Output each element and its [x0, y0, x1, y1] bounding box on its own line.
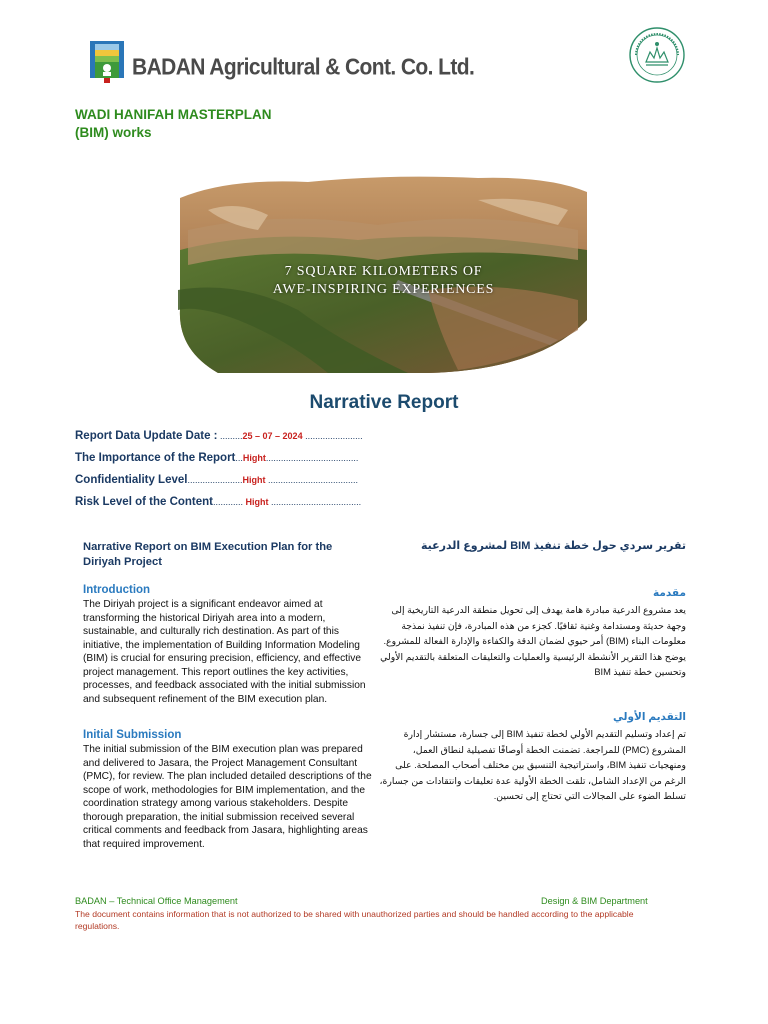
arabic-initial-submission-body: تم إعداد وتسليم التقديم الأولي لخطة تنفيذ BIM إلى جسارة، مستشار إدارة المشروع (PMC) للمراجعة. تضمنت الخطة أوصافًا تفصيلية لنطاق العمل، ومنهجيات تنفيذ BIM، واستراتيجية التنسيق بين مختلف أصحاب المصلحة. على الرغم من الإعداد الشامل، تلقت الخطة الأولية عدة تعليقات وانتقادات من جسارة، تسلط الضوء على المجالات التي تحتاج إلى تحسين.: [379, 729, 686, 801]
meta-dots: ....................................: [268, 497, 362, 507]
project-title: WADI HANIFAH MASTERPLAN: [75, 107, 272, 122]
company-logo: [90, 41, 124, 83]
meta-row-risk-level: [75, 496, 361, 508]
meta-value: Hight: [245, 497, 269, 507]
introduction-heading: Introduction: [83, 584, 151, 596]
hero-caption-line-2: AWE-INSPIRING EXPERIENCES: [272, 282, 495, 297]
confidentiality-note: The document contains information that is not authorized to be shared with unauthorized parties and should be handled according to the applicable regulations.: [75, 909, 634, 931]
arabic-introduction-heading: مقدمة: [653, 587, 686, 599]
meta-label: Confidentiality Level: [75, 474, 188, 486]
arabic-section-heading: تقرير سردي حول خطة تنفيذ BIM لمشروع الدرعية: [420, 540, 686, 552]
meta-row-update-date: [75, 430, 363, 442]
meta-dots: .......................: [302, 431, 363, 441]
arabic-initial-submission-heading: التقديم الأولي: [612, 711, 686, 723]
meta-dots: ....................................: [265, 475, 359, 485]
meta-label: The Importance of the Report: [75, 452, 236, 464]
meta-dots: ...: [235, 453, 243, 463]
meta-value: Hight: [242, 475, 266, 485]
arabic-introduction-body: يعد مشروع الدرعية مبادرة هامة يهدف إلى تحويل منطقة الدرعية التاريخية إلى وجهة حديثة ومستدامة وغنية ثقافيًا. كجزء من هذه المبادرة، فإن تنفيذ نمذجة معلومات البناء (BIM) أمر حيوي لضمان الدقة والكفاءة والإدارة الفعالة للمشروع. يوضح هذا التقرير الأنشطة الرئيسية والعمليات والتعليقات المتعلقة بالتقديم الأولي وتحسين خطة تنفيذ BIM: [380, 605, 686, 677]
meta-dots: ......................: [187, 475, 243, 485]
english-section-heading: Narrative Report on BIM Execution Plan for the Diriyah Project: [83, 541, 333, 568]
project-subtitle: (BIM) works: [75, 125, 152, 140]
meta-dots: ............: [213, 497, 246, 507]
meta-dots: .........: [217, 431, 243, 441]
meta-label: Risk Level of the Content: [75, 496, 214, 508]
initial-submission-body: The initial submission of the BIM execution plan was prepared and delivered to Jasara, the Project Management Consultant (PMC), for review. The plan included detailed descriptions of the scope of work, methodologies for BIM implementation, and the coordination strategy among various stakeholders. Despite thorough preparation, the initial submission received several critical comments and feedback from Jasara, highlighting areas that required improvement.: [83, 744, 372, 850]
company-name: BADAN Agricultural & Cont. Co. Ltd.: [132, 55, 475, 80]
hero-caption-line-1: 7 SQUARE KILOMETERS OF: [284, 264, 483, 279]
footer-department: Design & BIM Department: [541, 896, 648, 906]
meta-label: Report Data Update Date :: [75, 430, 218, 442]
meta-value: Hight: [242, 453, 266, 463]
meta-row-importance: [75, 452, 358, 464]
meta-dots: .....................................: [265, 453, 359, 463]
footer-office: BADAN – Technical Office Management: [75, 896, 238, 906]
initial-submission-heading: Initial Submission: [83, 729, 182, 741]
authority-seal: [628, 26, 686, 84]
meta-value: 25 – 07 – 2024: [242, 431, 303, 441]
introduction-body: The Diriyah project is a significant endeavor aimed at transforming the historical Diriyah area into a modern, sustainable, and culturally rich destination. As part of this initiative, the implementation of Building Information Modeling (BIM) is crucial for ensuring precision, efficiency, and effective project management. This report outlines the key activities, processes, and feedback associated with the initial submission and subsequent refinement of the BIM execution plan.: [83, 599, 366, 705]
report-title: Narrative Report: [309, 392, 459, 413]
meta-row-confidentiality: [75, 474, 358, 486]
